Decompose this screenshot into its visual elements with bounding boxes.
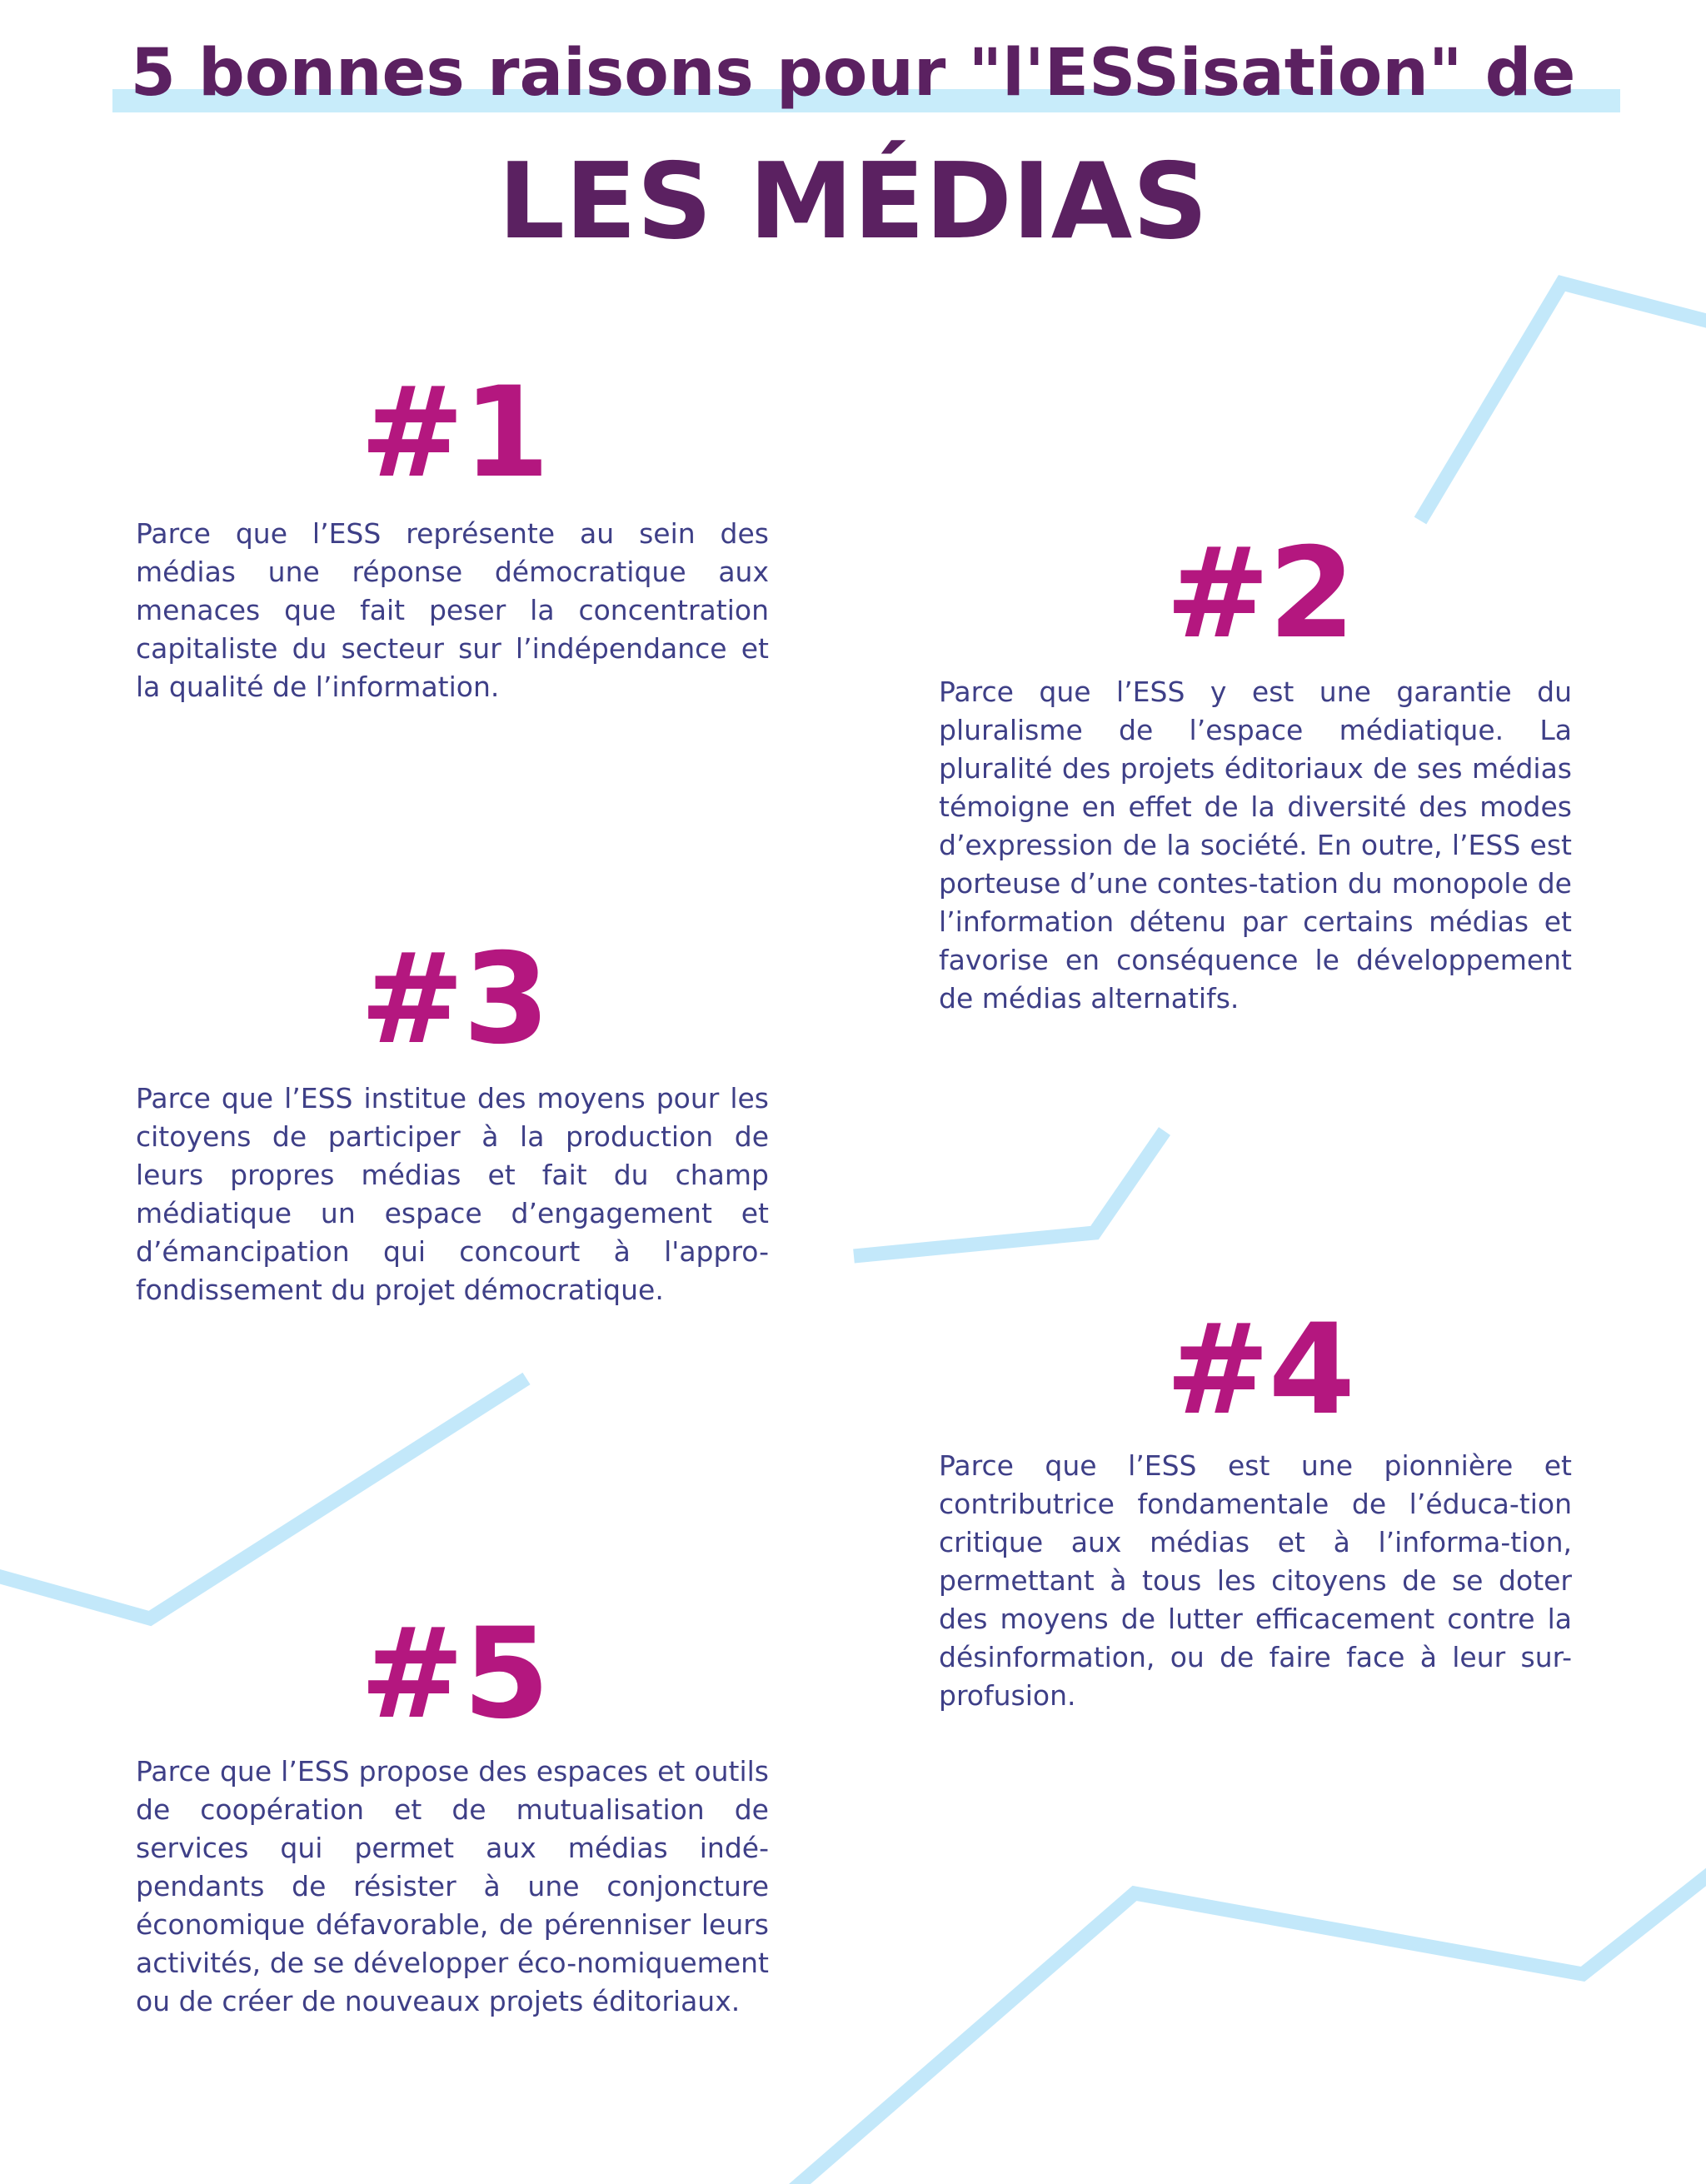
reason-3-text: Parce que l’ESS institue des moyens pour les citoyens de participer à la production de leurs propres médias et fait du champ médiatique un espace d’engagement et d’émancipation qui concourt à l'appro-fondissement du projet démocratique.: [136, 1082, 769, 1306]
reason-2-text: Parce que l’ESS y est une garantie du pluralisme de l’espace médiatique. La pluralité des projets éditoriaux de ses médias témoigne en effet de la diversité des modes d’expression de la société. En outre, l’ESS est porteuse d’une contes-tation du monopole de l’information détenu par certains médias et favorise en conséquence le développement de médias alternatifs.: [939, 676, 1572, 1015]
reason-1-number: #1: [359, 361, 549, 506]
reason-2-number: #2: [1165, 521, 1354, 666]
reason-1-text: Parce que l’ESS représente au sein des médias une réponse démocratique aux menaces que fait peser la concentration capitaliste du secteur sur l’indépendance et la qualité de l’information.: [136, 517, 769, 703]
page-title-line-2: LES MÉDIAS: [497, 140, 1209, 262]
zigzag-line-middle: [854, 1131, 1165, 1256]
zigzag-line-left: [0, 1379, 526, 1618]
zigzag-line-bottom-right: [787, 1869, 1706, 2184]
page-title-line-1: 5 bonnes raisons pour "l'ESSisation" de: [130, 36, 1576, 111]
reason-5-number: #5: [359, 1602, 549, 1747]
reason-4-text: Parce que l’ESS est une pionnière et contributrice fondamentale de l’éduca-tion critique aux médias et à l’informa-tion, permettant à tous les citoyens de se doter des moyens de lutter efficacement contre la désinformation, ou de faire face à leur sur-profusion.: [939, 1449, 1572, 1712]
reason-3-number: #3: [359, 927, 549, 1072]
reason-5-text: Parce que l’ESS propose des espaces et outils de coopération et de mutualisation de services qui permet aux médias indé-pendants de résister à une conjoncture économique défavorable, de pérenniser leurs activités, de se développer éco-nomiquement ou de créer de nouveaux projets éditoriaux.: [136, 1755, 769, 2017]
zigzag-line-top-right: [1420, 283, 1706, 521]
reason-4-number: #4: [1165, 1298, 1354, 1443]
